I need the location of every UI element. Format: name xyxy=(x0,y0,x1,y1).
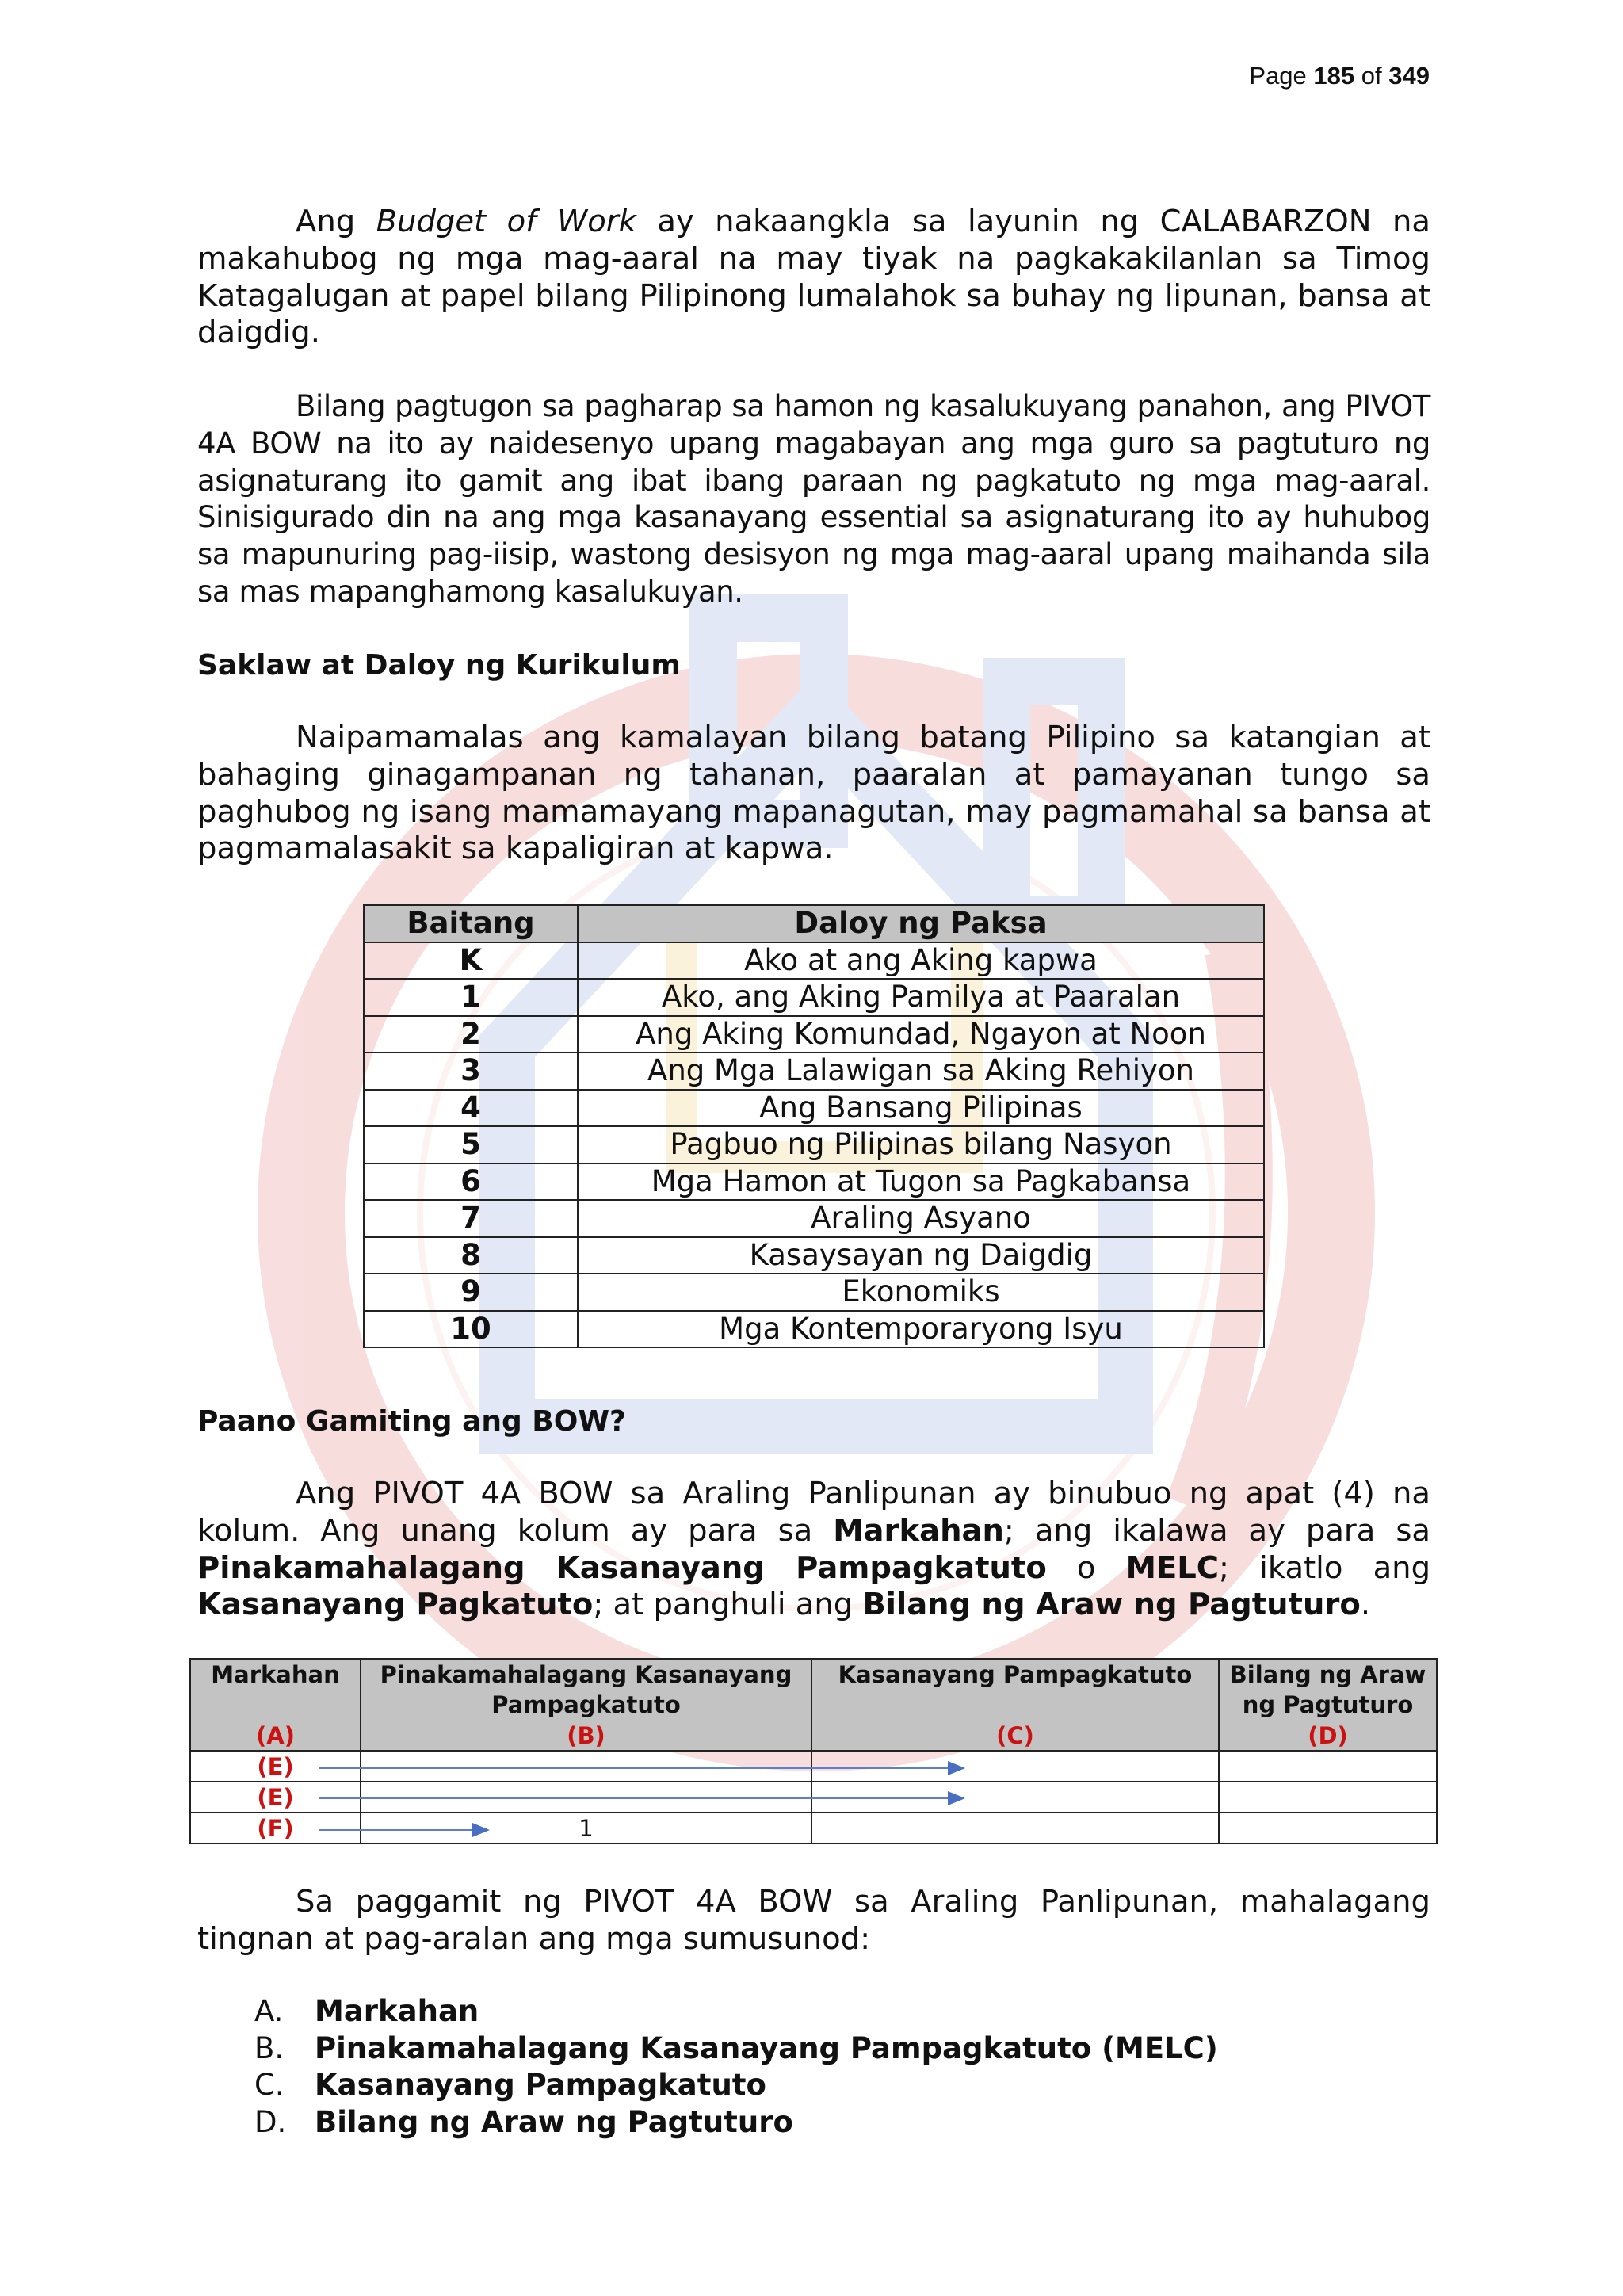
table-header: Pinakamahalagang Kasanayang Pampagkatuto (B) xyxy=(361,1659,812,1751)
table-row: 7 Araling Asyano xyxy=(364,1200,1264,1237)
table-row: 10 Mga Kontemporaryong Isyu xyxy=(364,1311,1264,1348)
usage-paragraph: Sa paggamit ng PIVOT 4A BOW sa Araling Panlipunan, mahalagang tingnan at pag-aralan ang mga sumusunod: xyxy=(197,1884,1430,1957)
table-row: 4 Ang Bansang Pilipinas xyxy=(364,1090,1264,1127)
table-row: (E) xyxy=(190,1751,1437,1782)
table-row: 1 Ako, ang Aking Pamilya at Paaralan xyxy=(364,979,1264,1016)
table-row: (E) xyxy=(190,1782,1437,1813)
intro-paragraph-1: Ang Budget of Work ay nakaangkla sa layunin ng CALABARZON na makahubog ng mga mag-aaral na may tiyak na pagkakakilanlan sa Timog Katagalugan at papel bilang Pilipinong lumalahok sa buhay ng lipunan, bansa at daigdig. xyxy=(197,204,1430,351)
page-number: Page 185 of 349 xyxy=(1249,62,1430,90)
arrow-e1-icon xyxy=(319,1767,962,1769)
table-row: 5 Pagbuo ng Pilipinas bilang Nasyon xyxy=(364,1126,1264,1163)
table-header: Markahan (A) xyxy=(190,1659,361,1751)
list-item: C. Kasanayang Pampagkatuto xyxy=(254,2068,766,2102)
table-row: 3 Ang Mga Lalawigan sa Aking Rehiyon xyxy=(364,1052,1264,1090)
bow-structure-table xyxy=(189,1658,1438,1844)
section-heading-kurikulum: Saklaw at Daloy ng Kurikulum xyxy=(197,649,681,682)
intro-paragraph-2: Bilang pagtugon sa pagharap sa hamon ng kasalukuyang panahon, ang PIVOT 4A BOW na ito ay naidesenyo upang magabayan ang mga guro sa pagtuturo ng asignaturang ito gamit ang ibat ibang paraan ng pagkatuto ng mga mag-aaral. Sinisigurado din na ang mga kasanayang essential sa asignaturang ito ay huhubog sa mapunuring pag-iisip, wastong desisyon ng mga mag-aaral upang maihanda sila sa mas mapanghamong kasalukuyan. xyxy=(197,389,1430,609)
section-heading-bow: Paano Gamiting ang BOW? xyxy=(197,1405,626,1438)
table-header: Bilang ng Araw ng Pagtuturo (D) xyxy=(1219,1659,1437,1751)
table-row: 2 Ang Aking Komundad, Ngayon at Noon xyxy=(364,1016,1264,1053)
list-item: B. Pinakamahalagang Kasanayang Pampagkatuto (MELC) xyxy=(254,2030,1218,2065)
list-item: D. Bilang ng Araw ng Pagtuturo xyxy=(254,2104,793,2139)
bow-description-paragraph: Ang PIVOT 4A BOW sa Araling Panlipunan ay binubuo ng apat (4) na kolum. Ang unang kolum ay para sa Markahan; ang ikalawa ay para sa Pinakamahalagang Kasanayang Pampagkatuto o MELC; ikatlo ang Kasanayang Pagkatuto; at panghuli ang Bilang ng Araw ng Pagtuturo. xyxy=(197,1476,1431,1623)
table-header: Kasanayang Pampagkatuto (C) xyxy=(812,1659,1219,1751)
kurikulum-paragraph: Naipamamalas ang kamalayan bilang batang Pilipino sa katangian at bahaging ginagampanan ng tahanan, paaralan at pamayanan tungo sa paghubog ng isang mamamayang mapanagutan, may pagmamahal sa bansa at pagmamalasakit sa kapaligiran at kapwa. xyxy=(197,720,1430,867)
table-row: K Ako at ang Aking kapwa xyxy=(364,942,1264,980)
table-header: Baitang xyxy=(364,905,578,942)
bow-columns-list xyxy=(197,1993,1218,2141)
arrow-e2-icon xyxy=(319,1797,962,1799)
daloy-ng-paksa-table xyxy=(363,904,1265,1348)
table-row: 9 Ekonomiks xyxy=(364,1274,1264,1311)
table-row: (F) 1 xyxy=(190,1813,1437,1843)
list-item: A. Markahan xyxy=(254,1994,479,2028)
table-row: 8 Kasaysayan ng Daigdig xyxy=(364,1237,1264,1274)
table-row: 6 Mga Hamon at Tugon sa Pagkabansa xyxy=(364,1163,1264,1201)
table-header: Daloy ng Paksa xyxy=(578,905,1264,942)
arrow-f-icon xyxy=(319,1829,487,1831)
